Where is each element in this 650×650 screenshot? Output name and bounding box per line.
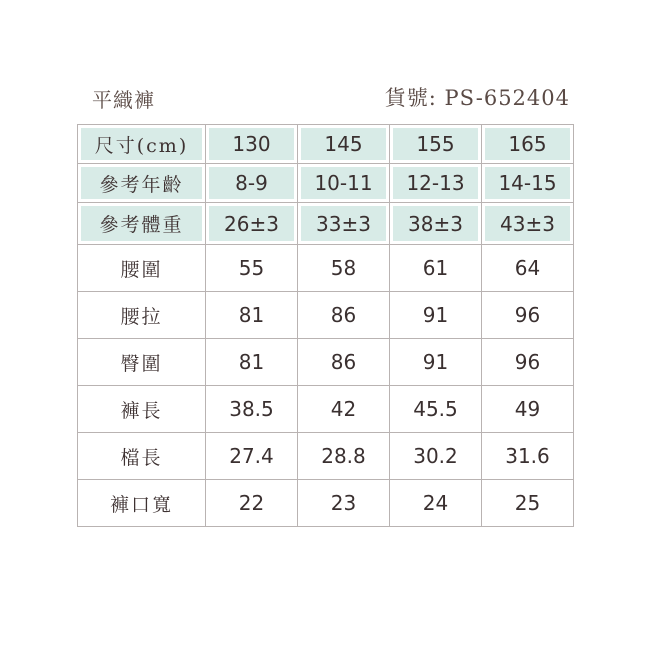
table-cell: 49 xyxy=(482,386,574,433)
product-name: 平織褲 xyxy=(92,88,155,112)
table-row-pants-length xyxy=(78,386,574,433)
row-label: 褲口寬 xyxy=(78,480,206,527)
table-cell: 145 xyxy=(298,125,390,164)
table-row-age xyxy=(78,164,574,203)
table-cell: 86 xyxy=(298,292,390,339)
table-cell: 86 xyxy=(298,339,390,386)
row-label: 褲長 xyxy=(78,386,206,433)
table-cell: 96 xyxy=(482,292,574,339)
table-cell: 27.4 xyxy=(206,433,298,480)
table-cell: 28.8 xyxy=(298,433,390,480)
table-cell: 12-13 xyxy=(390,164,482,203)
table-cell: 81 xyxy=(206,339,298,386)
table-cell: 38.5 xyxy=(206,386,298,433)
table-cell: 26±3 xyxy=(206,203,298,245)
table-row-hip xyxy=(78,339,574,386)
table-cell: 81 xyxy=(206,292,298,339)
table-cell: 55 xyxy=(206,245,298,292)
table-cell: 130 xyxy=(206,125,298,164)
row-label: 參考體重 xyxy=(78,203,206,245)
table-cell: 64 xyxy=(482,245,574,292)
table-cell: 23 xyxy=(298,480,390,527)
table-cell: 14-15 xyxy=(482,164,574,203)
table-cell: 10-11 xyxy=(298,164,390,203)
table-cell: 43±3 xyxy=(482,203,574,245)
table-row-waist xyxy=(78,245,574,292)
row-label: 參考年齡 xyxy=(78,164,206,203)
table-cell: 91 xyxy=(390,292,482,339)
table-cell: 165 xyxy=(482,125,574,164)
table-row-weight xyxy=(78,203,574,245)
table-row-leg-opening xyxy=(78,480,574,527)
table-cell: 33±3 xyxy=(298,203,390,245)
table-cell: 22 xyxy=(206,480,298,527)
table-cell: 61 xyxy=(390,245,482,292)
table-cell: 24 xyxy=(390,480,482,527)
table-cell: 58 xyxy=(298,245,390,292)
table-cell: 31.6 xyxy=(482,433,574,480)
row-label: 腰拉 xyxy=(78,292,206,339)
table-row-size xyxy=(78,125,574,164)
size-chart-table xyxy=(77,124,574,527)
row-label: 腰圍 xyxy=(78,245,206,292)
table-cell: 30.2 xyxy=(390,433,482,480)
table-row-rise xyxy=(78,433,574,480)
table-cell: 38±3 xyxy=(390,203,482,245)
table-cell: 42 xyxy=(298,386,390,433)
table-cell: 25 xyxy=(482,480,574,527)
table-cell: 8-9 xyxy=(206,164,298,203)
row-label: 尺寸(cm) xyxy=(78,125,206,164)
table-row-waist-stretch xyxy=(78,292,574,339)
table-cell: 45.5 xyxy=(390,386,482,433)
table-cell: 96 xyxy=(482,339,574,386)
product-code: 貨號: PS-652404 xyxy=(384,86,570,110)
table-cell: 91 xyxy=(390,339,482,386)
row-label: 檔長 xyxy=(78,433,206,480)
table-cell: 155 xyxy=(390,125,482,164)
row-label: 臀圍 xyxy=(78,339,206,386)
